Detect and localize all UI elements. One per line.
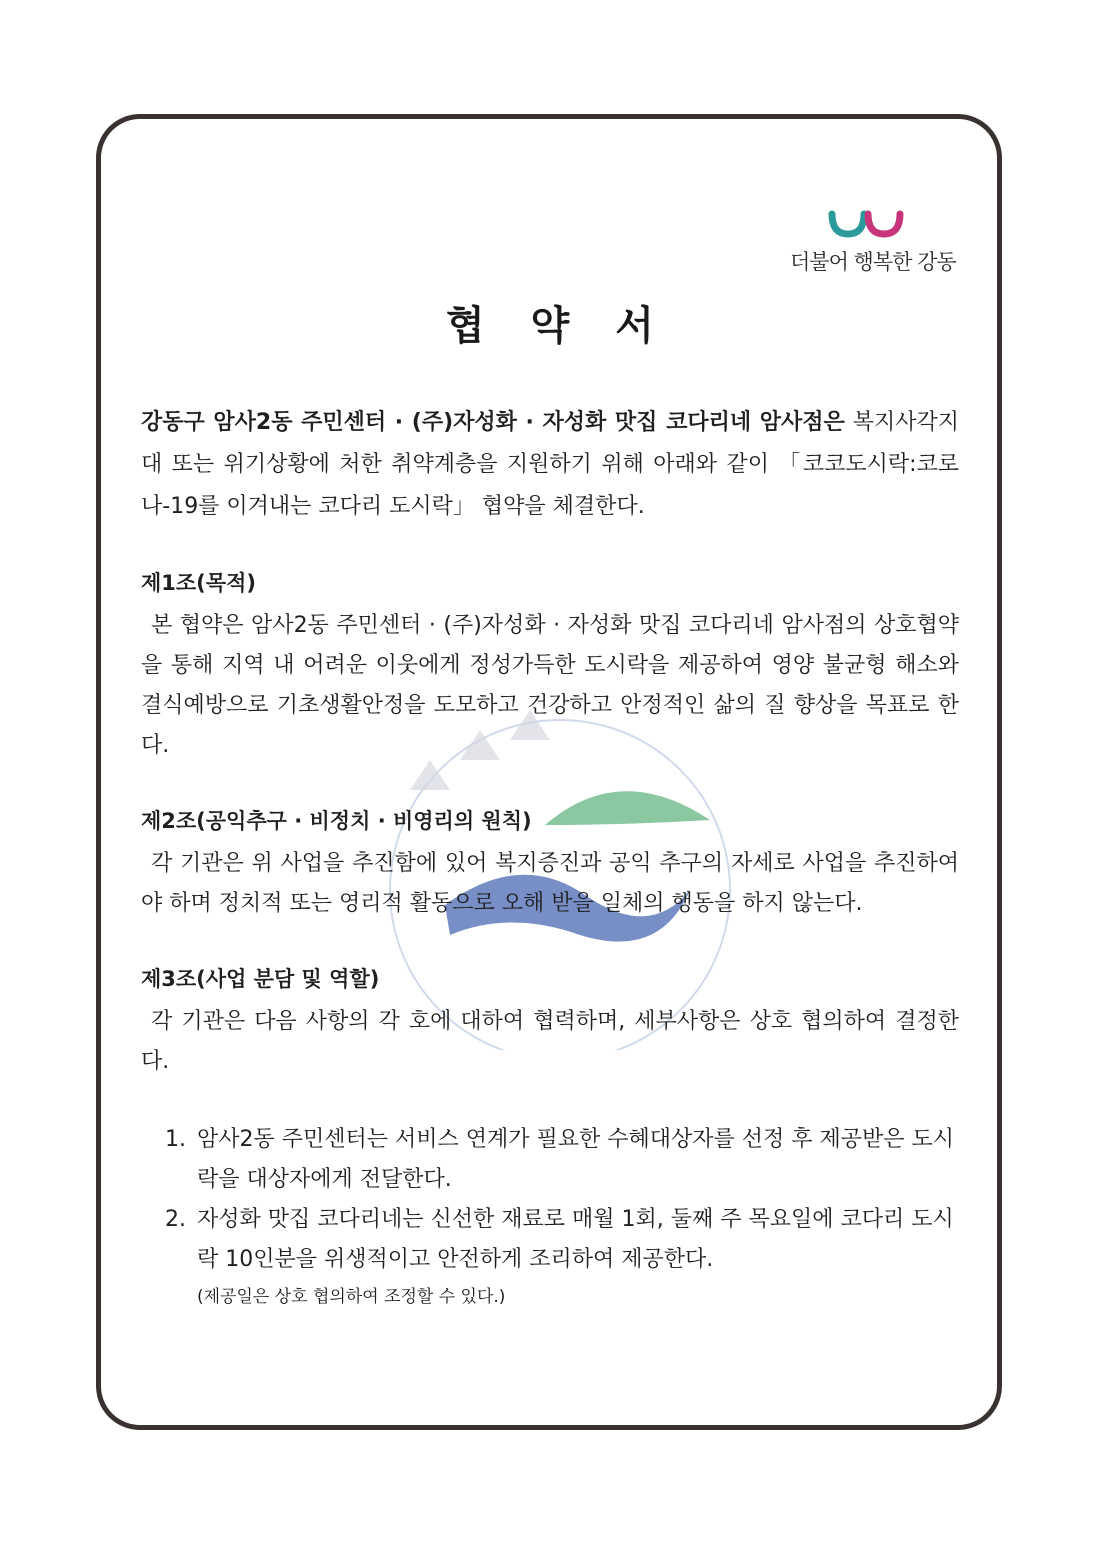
document-body	[141, 402, 959, 1312]
intro-parties: 강동구 암사2동 주민센터 · (주)자성화 · 자성화 맛집 코다리네 암사점은	[141, 410, 845, 435]
list-item-number: 1.	[165, 1127, 186, 1152]
intro-text: 복지사각지대 또는 위기상황에 처한 취약계층을 지원하기 위해 아래와 같이 「코코도시락:코로나-19를 이겨내는 코다리 도시락」 협약을 체결한다.	[141, 410, 959, 519]
delivery-date-note: (제공일은 상호 협의하여 조정할 수 있다.)	[197, 1287, 506, 1307]
gangdong-logo	[790, 206, 956, 276]
logo-slogan: 더불어 행복한 강동	[790, 250, 956, 274]
role-list	[165, 1120, 959, 1280]
article-1-heading: 제1조(목적)	[141, 571, 256, 595]
smile-logo-icon	[828, 206, 908, 240]
list-item	[165, 1200, 959, 1280]
article-2-body: 각 기관은 위 사업을 추진함에 있어 복지증진과 공익 추구의 자세로 사업을 추진하여야 하며 정치적 또는 영리적 활동으로 오해 받을 일체의 행동을 하지 않는다.	[141, 851, 959, 916]
article-3-body: 각 기관은 다음 사항의 각 호에 대하여 협력하며, 세부사항은 상호 협의하여 결정한다.	[141, 1009, 959, 1074]
list-item	[165, 1120, 959, 1200]
list-item-number: 2.	[165, 1207, 186, 1232]
article-3-heading: 제3조(사업 분담 및 역할)	[141, 967, 380, 991]
list-item-text: 암사2동 주민센터는 서비스 연계가 필요한 수혜대상자를 선정 후 제공받은 도시락을 대상자에게 전달한다.	[197, 1127, 955, 1192]
article-2-heading: 제2조(공익추구 · 비정치 · 비영리의 원칙)	[141, 809, 532, 833]
list-item-text: 자성화 맛집 코다리네는 신선한 재료로 매월 1회, 둘째 주 목요일에 코다리 도시락 10인분을 위생적이고 안전하게 조리하여 제공한다.	[197, 1207, 954, 1272]
intro-paragraph	[141, 402, 959, 528]
article-1-body: 본 협약은 암사2동 주민센터 · (주)자성화 · 자성화 맛집 코다리네 암사점의 상호협약을 통해 지역 내 어려운 이웃에게 정성가득한 도시락을 제공하여 영양 불균형 해소와 결식예방으로 기초생활안정을 도모하고 건강하고 안정적인 삶의 질 향상을 목표로 한다.	[141, 613, 959, 758]
document-title: 협약서	[446, 303, 700, 349]
